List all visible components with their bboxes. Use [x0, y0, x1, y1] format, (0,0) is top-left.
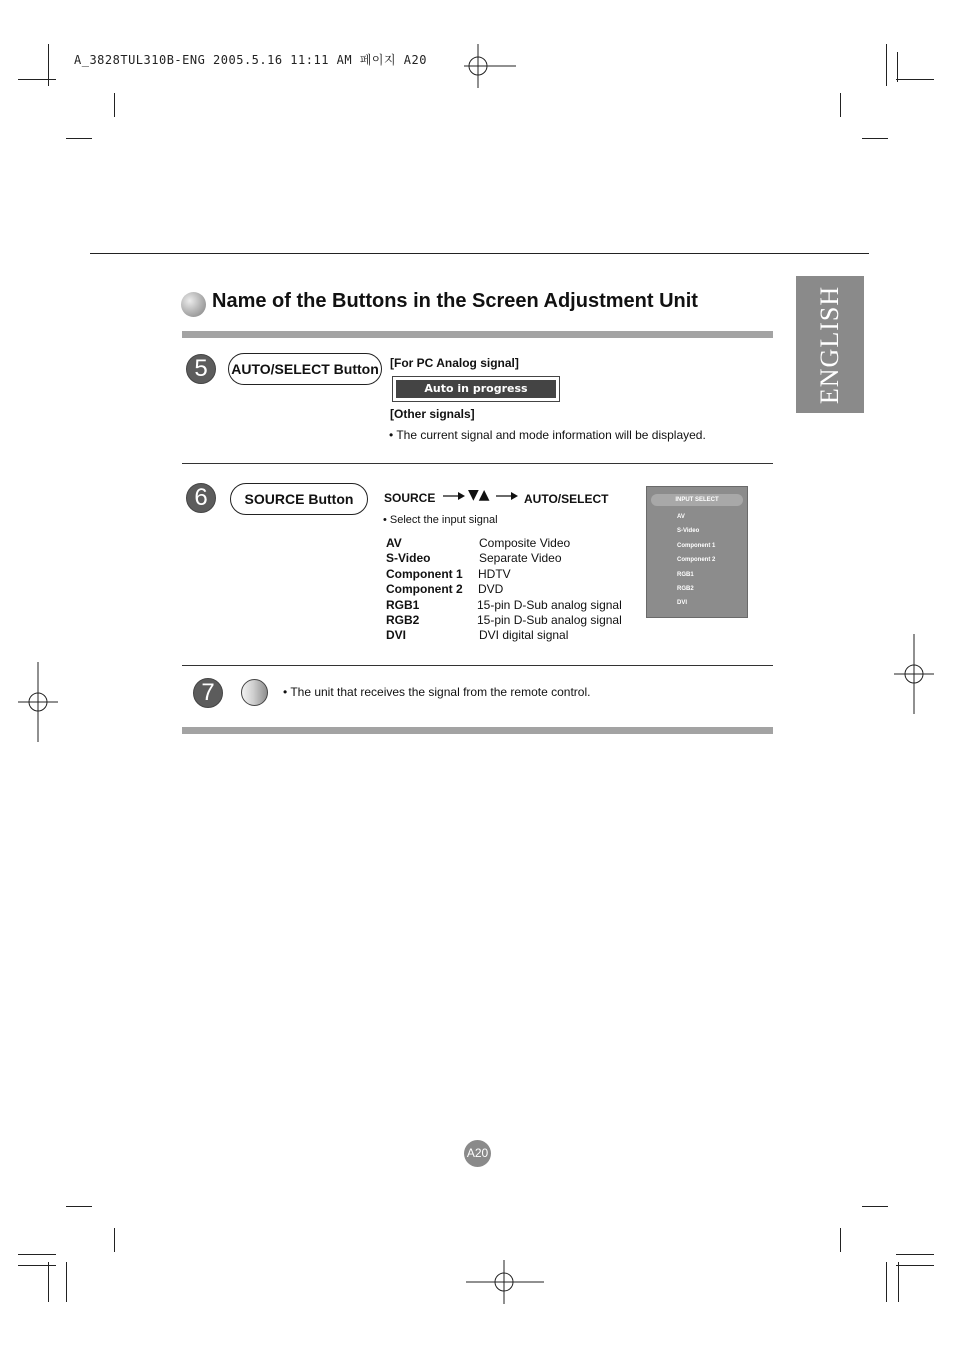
- source-name: S-Video: [386, 551, 431, 566]
- source-name: Component 2: [386, 582, 463, 597]
- remote-sensor-text: • The unit that receives the signal from the remote control.: [283, 685, 591, 699]
- source-description: DVD: [478, 582, 504, 597]
- osd-message: Auto in progress: [396, 380, 556, 398]
- source-name: RGB2: [386, 613, 420, 627]
- input-select-menu: [646, 486, 748, 618]
- file-header: A_3828TUL310B-ENG 2005.5.16 11:11 AM 페이지 A20: [74, 53, 427, 67]
- menu-item[interactable]: RGB2: [677, 586, 694, 592]
- menu-item[interactable]: RGB1: [677, 571, 694, 578]
- source-button[interactable]: SOURCE Button: [230, 483, 368, 515]
- auto-select-button[interactable]: AUTO/SELECT Button: [228, 353, 382, 385]
- title-underline-bar: [182, 331, 773, 338]
- source-name: AV: [386, 536, 402, 550]
- source-name: Component 1: [386, 566, 463, 581]
- source-description: Separate Video: [479, 551, 562, 566]
- menu-item[interactable]: Component 1: [677, 542, 716, 549]
- input-select-heading: INPUT SELECT: [651, 494, 743, 506]
- menu-item[interactable]: DVI: [677, 600, 688, 607]
- section-6-number: 6: [186, 483, 216, 513]
- registration-mark-left: [18, 662, 58, 742]
- language-tab: [796, 276, 864, 413]
- menu-item[interactable]: AV: [677, 514, 685, 520]
- page-number: A20: [464, 1140, 491, 1167]
- section-divider-2: [182, 665, 773, 666]
- section-divider-1: [182, 463, 773, 464]
- down-up-arrows-icon: ▼▲: [468, 487, 490, 503]
- page-title: Name of the Buttons in the Screen Adjustment Unit: [212, 290, 698, 312]
- flow-source: SOURCE: [384, 491, 436, 505]
- arrow-right-icon: [443, 491, 465, 501]
- other-signals-text: • The current signal and mode information will be displayed.: [389, 428, 706, 442]
- remote-sensor-icon: [241, 679, 268, 706]
- bottom-bar: [182, 727, 773, 734]
- other-signals-heading: [Other signals]: [390, 407, 475, 421]
- registration-mark-bottom: [466, 1260, 544, 1304]
- source-description: 15-pin D-Sub analog signal: [477, 597, 622, 612]
- pc-analog-heading: [For PC Analog signal]: [390, 356, 519, 370]
- source-name: RGB1: [386, 597, 420, 612]
- select-input-note: • Select the input signal: [383, 514, 498, 526]
- osd-auto-in-progress: [392, 376, 560, 402]
- section-7-number: 7: [193, 678, 223, 708]
- title-bullet-icon: [181, 292, 206, 317]
- registration-mark-right: [894, 634, 934, 714]
- source-description: Composite Video: [479, 536, 571, 550]
- arrow-right-icon: [496, 491, 518, 501]
- registration-mark-top: [464, 44, 516, 88]
- source-description: 15-pin D-Sub analog signal: [477, 613, 622, 627]
- menu-item[interactable]: Component 2: [677, 557, 716, 564]
- flow-target: AUTO/SELECT: [524, 492, 609, 506]
- top-rule: [90, 253, 869, 254]
- menu-item[interactable]: S-Video: [677, 528, 700, 535]
- source-description: DVI digital signal: [479, 628, 569, 643]
- section-5-number: 5: [186, 354, 216, 384]
- source-name: DVI: [386, 628, 407, 643]
- source-description: HDTV: [478, 566, 511, 581]
- language-tab-label: ENGLISH: [815, 285, 844, 404]
